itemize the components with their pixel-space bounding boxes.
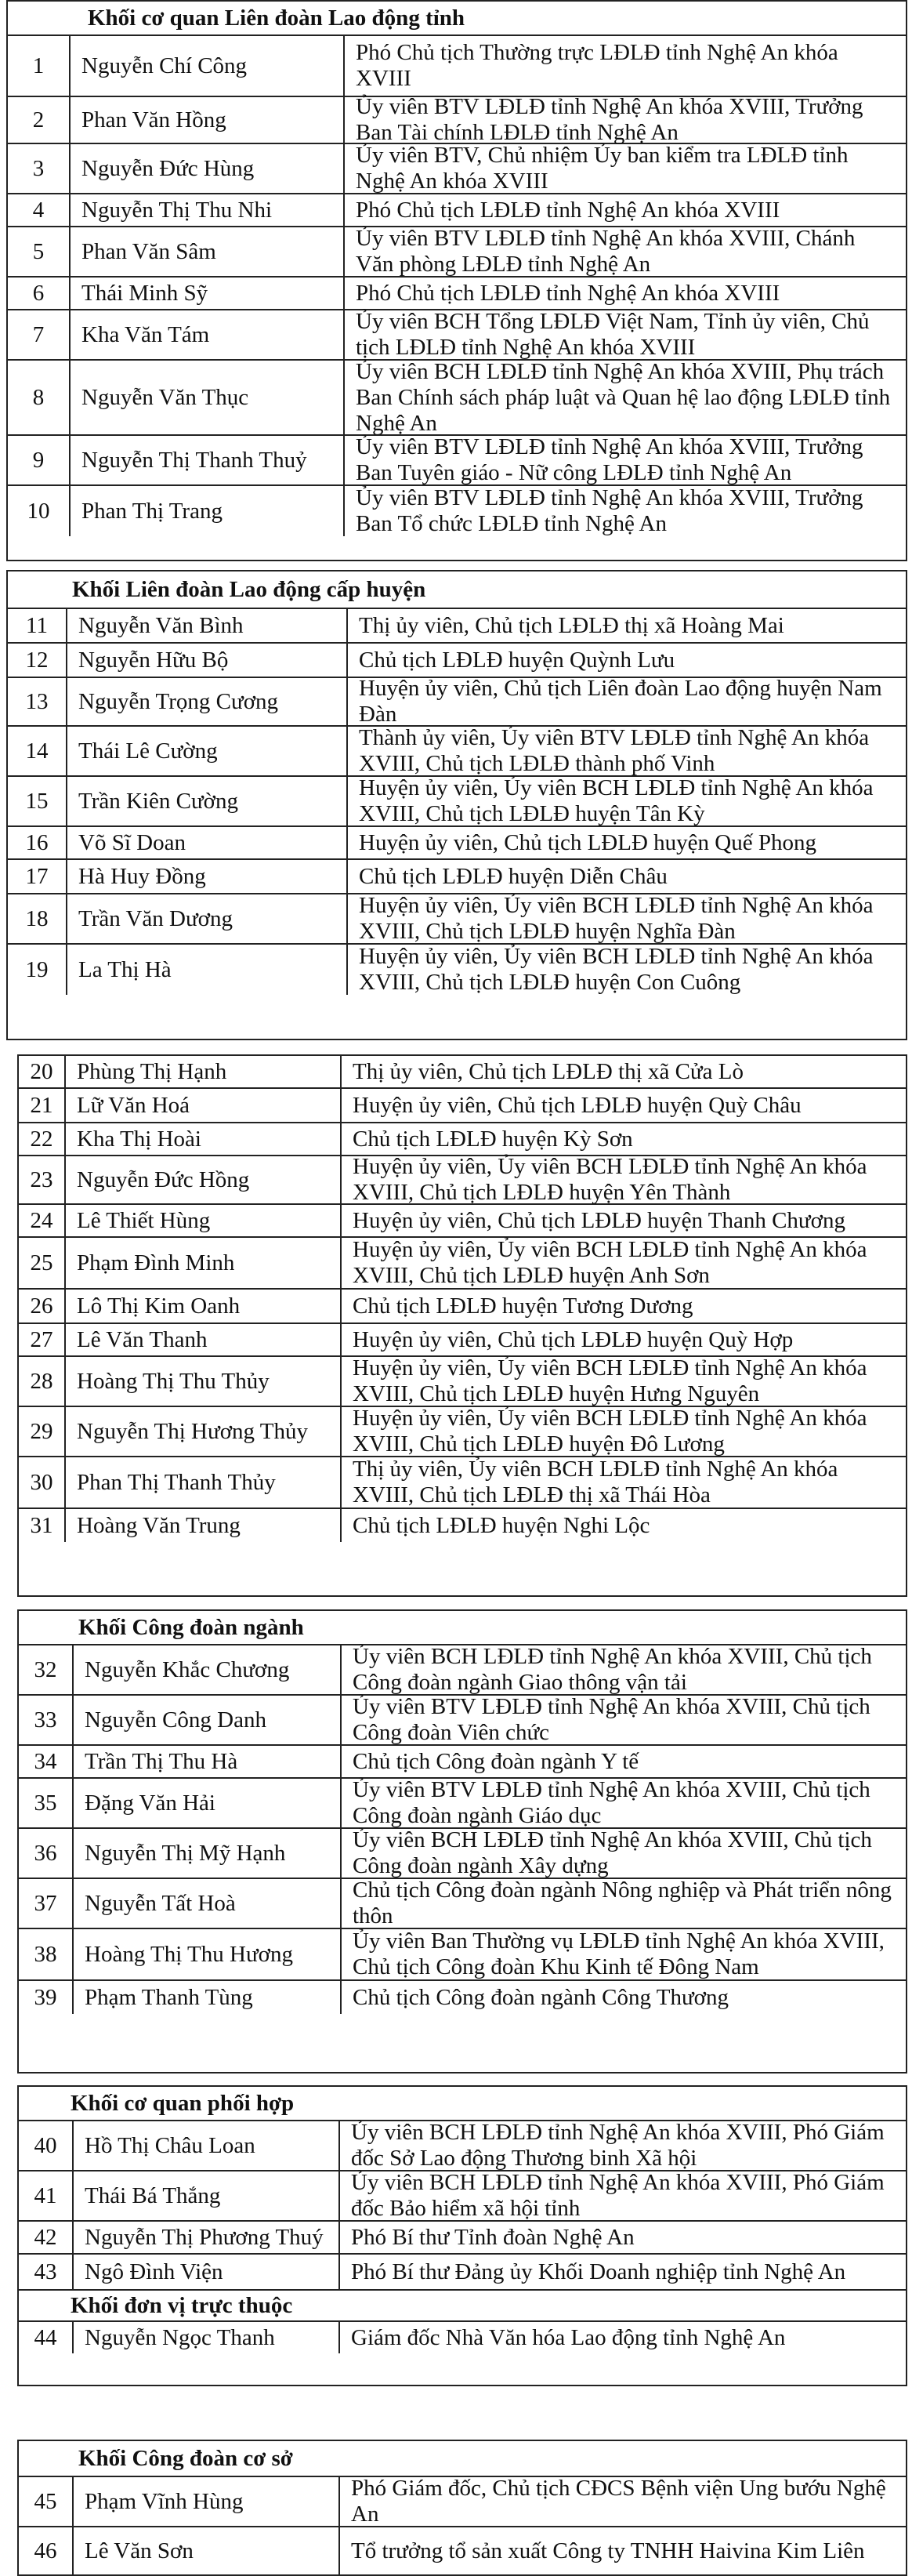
section-industry-unions: [17, 1609, 907, 2073]
row-number: 43: [19, 2255, 74, 2289]
row-number: 30: [19, 1457, 66, 1508]
member-name: Nguyễn Đức Hùng: [71, 144, 345, 193]
member-name: Nguyễn Ngọc Thanh: [74, 2322, 340, 2353]
member-name: Nguyễn Thị Thu Nhi: [71, 194, 345, 226]
table-row: [19, 2121, 906, 2171]
member-position: Ủy viên BTV LĐLĐ tỉnh Nghệ An khóa XVIII, Trưởng Ban Tuyên giáo - Nữ công LĐLĐ tỉnh Nghệ An: [356, 434, 863, 485]
table-row: [19, 1407, 906, 1457]
row-number: 35: [19, 1779, 74, 1827]
table-row: [19, 1357, 906, 1407]
member-position: Ủy viên BCH LĐLĐ tỉnh Nghệ An khóa XVIII, Chủ tịch Công đoàn ngành Giao thông vận tải: [353, 1644, 872, 1695]
row-number: 25: [19, 1238, 66, 1288]
member-position: Giám đốc Nhà Văn hóa Lao động tỉnh Nghệ An: [351, 2324, 786, 2350]
member-name: Phạm Thanh Tùng: [74, 1981, 342, 2014]
member-position: Ủy viên BTV LĐLĐ tỉnh Nghệ An khóa XVIII, Chủ tịch Công đoàn Viên chức: [353, 1694, 870, 1745]
table-row: [8, 945, 906, 995]
table-row: [8, 358, 906, 436]
rows: [19, 2477, 906, 2574]
member-name: Lê Văn Thanh: [66, 1324, 342, 1355]
member-position: Huyện ủy viên, Ủy viên BCH LĐLĐ tỉnh Nghệ An khóa XVIII, Chủ tịch LĐLĐ huyện Anh Sơn: [353, 1237, 867, 1288]
member-position: Phó Chủ tịch Thường trực LĐLĐ tỉnh Nghệ An khóa XVIII: [356, 40, 838, 91]
member-name: Thái Minh Sỹ: [71, 278, 345, 309]
table-row: [19, 1879, 906, 1929]
table-row: [19, 1324, 906, 1357]
row-number: 41: [19, 2171, 74, 2220]
member-name: Nguyễn Thị Hương Thủy: [66, 1407, 342, 1456]
rows: [8, 36, 906, 536]
row-number: 17: [8, 860, 67, 893]
member-position: Chủ tịch LĐLĐ huyện Tương Dương: [353, 1293, 693, 1319]
member-position: Phó Chủ tịch LĐLĐ tỉnh Nghệ An khóa XVIII: [356, 280, 780, 306]
member-position: Huyện ủy viên, Ủy viên BCH LĐLĐ tỉnh Nghệ An khóa XVIII, Chủ tịch LĐLĐ huyện Đô Lương: [353, 1406, 867, 1457]
member-position: Ủy viên BCH LĐLĐ tỉnh Nghệ An khóa XVIII, Chủ tịch Công đoàn ngành Xây dựng: [353, 1827, 872, 1878]
member-name: Võ Sĩ Doan: [67, 827, 348, 858]
row-number: 44: [19, 2322, 74, 2353]
section-title: Khối cơ quan Liên đoàn Lao động tỉnh: [8, 2, 906, 36]
row-number: 10: [8, 486, 71, 536]
section-grassroots-unions: [17, 2440, 907, 2576]
table-row: [19, 2171, 906, 2222]
member-position: Tổ trưởng tổ sản xuất Công ty TNHH Haivina Kim Liên: [351, 2538, 865, 2563]
table-row: [8, 827, 906, 860]
table-row: [19, 1238, 906, 1290]
row-number: 2: [8, 97, 71, 143]
table-row: [8, 678, 906, 727]
member-position: Huyện ủy viên, Chủ tịch LĐLĐ huyện Quế Phong: [359, 829, 816, 855]
member-position: Huyện ủy viên, Ủy viên BCH LĐLĐ tỉnh Nghệ An khóa XVIII, Chủ tịch LĐLĐ huyện Hưng Nguyên: [353, 1355, 867, 1406]
table-row: [8, 777, 906, 827]
row-number: 36: [19, 1829, 74, 1878]
table-row: [8, 486, 906, 536]
table-row: [8, 860, 906, 894]
member-name: Nguyễn Công Danh: [74, 1696, 342, 1744]
member-position: Ủy viên BCH Tổng LĐLĐ Việt Nam, Tỉnh ủy viên, Chủ tịch LĐLĐ tỉnh Nghệ An khóa XVIII: [356, 309, 870, 360]
member-name: Hoàng Thị Thu Thủy: [66, 1357, 342, 1406]
member-name: Nguyễn Thị Mỹ Hạnh: [74, 1829, 342, 1878]
table-row: [8, 894, 906, 945]
member-position: Ủy viên BTV, Chủ nhiệm Ủy ban kiểm tra LĐLĐ tỉnh Nghệ An khóa XVIII: [356, 143, 849, 194]
section-title: Khối cơ quan phối hợp: [19, 2087, 906, 2121]
member-position: Ủy viên BCH LĐLĐ tỉnh Nghệ An khóa XVIII, Phó Giám đốc Bảo hiểm xã hội tỉnh: [351, 2170, 885, 2221]
member-position: Chủ tịch LĐLĐ huyện Quỳnh Lưu: [359, 647, 675, 673]
row-number: 13: [8, 678, 67, 725]
member-position: Thị ủy viên, Chủ tịch LĐLĐ thị xã Cửa Lò: [353, 1058, 744, 1084]
member-position: Huyện ủy viên, Chủ tịch Liên đoàn Lao động huyện Nam Đàn: [359, 676, 882, 727]
member-position: Phó Bí thư Đảng ủy Khối Doanh nghiệp tỉnh Nghệ An: [351, 2259, 846, 2284]
row-number: 29: [19, 1407, 66, 1456]
table-row: [19, 1123, 906, 1156]
row-number: 20: [19, 1056, 66, 1087]
member-name: Hồ Thị Châu Loan: [74, 2121, 340, 2170]
row-number: 18: [8, 894, 67, 943]
member-name: Đặng Văn Hải: [74, 1779, 342, 1827]
member-position: Chủ tịch LĐLĐ huyện Kỳ Sơn: [353, 1126, 633, 1152]
table-row: [8, 644, 906, 678]
rows: [19, 2322, 906, 2353]
row-number: 15: [8, 777, 67, 825]
row-number: 11: [8, 609, 67, 642]
member-name: Phạm Đình Minh: [66, 1238, 342, 1288]
member-name: Lê Văn Sơn: [74, 2527, 340, 2574]
table-row: [8, 727, 906, 777]
member-position: Phó Chủ tịch LĐLĐ tỉnh Nghệ An khóa XVIII: [356, 197, 780, 223]
table-row: [19, 2255, 906, 2289]
subsection-title: Khối đơn vị trực thuộc: [19, 2289, 906, 2322]
member-name: Nguyễn Thị Phương Thuý: [74, 2222, 340, 2253]
section-district-unions-continued: [17, 1054, 907, 1597]
member-name: Hoàng Thị Thu Hương: [74, 1929, 342, 1979]
table-row: [19, 1746, 906, 1779]
rows: [8, 609, 906, 995]
table-row: [19, 2477, 906, 2527]
table-row: [19, 1205, 906, 1238]
table-row: [8, 144, 906, 194]
table-row: [19, 1696, 906, 1746]
member-position: Ủy viên Ban Thường vụ LĐLĐ tỉnh Nghệ An khóa XVIII, Chủ tịch Công đoàn Khu Kinh tế Đông Nam: [353, 1928, 885, 1979]
section-title: Khối Công đoàn ngành: [19, 1611, 906, 1645]
member-name: Phạm Vĩnh Hùng: [74, 2477, 340, 2526]
rows: [19, 1056, 906, 1542]
section-provincial-office: [6, 0, 907, 561]
member-name: Kha Thị Hoài: [66, 1123, 342, 1155]
member-position: Chủ tịch Công đoàn ngành Y tế: [353, 1748, 639, 1774]
member-name: Phùng Thị Hạnh: [66, 1056, 342, 1087]
row-number: 6: [8, 278, 71, 309]
member-name: Thái Lê Cường: [67, 727, 348, 775]
member-position: Phó Giám đốc, Chủ tịch CĐCS Bệnh viện Ung bướu Nghệ An: [351, 2476, 886, 2527]
member-position: Ủy viên BCH LĐLĐ tỉnh Nghệ An khóa XVIII, Phó Giám đốc Sở Lao động Thương binh Xã hội: [351, 2120, 885, 2171]
table-row: [8, 94, 906, 145]
member-name: Phan Thị Thanh Thủy: [66, 1457, 342, 1508]
row-number: 46: [19, 2527, 74, 2574]
table-row: [8, 436, 906, 486]
row-number: 28: [19, 1357, 66, 1406]
member-position: Huyện ủy viên, Chủ tịch LĐLĐ huyện Quỳ Châu: [353, 1092, 802, 1118]
member-name: Phan Thị Trang: [71, 486, 345, 536]
member-name: Nguyễn Đức Hồng: [66, 1156, 342, 1203]
table-row: [19, 1056, 906, 1089]
table-row: [19, 1829, 906, 1879]
member-name: Trần Văn Dương: [67, 894, 348, 943]
row-number: 1: [8, 36, 71, 96]
member-position: Ủy viên BTV LĐLĐ tỉnh Nghệ An khóa XVIII, Trưởng Ban Tài chính LĐLĐ tỉnh Nghệ An: [356, 94, 863, 145]
member-position: Thị ủy viên, Ủy viên BCH LĐLĐ tỉnh Nghệ An khóa XVIII, Chủ tịch LĐLĐ thị xã Thái Hòa: [353, 1457, 838, 1508]
table-row: [8, 227, 906, 278]
row-number: 16: [8, 827, 67, 858]
table-row: [19, 2222, 906, 2255]
member-name: Nguyễn Khắc Chương: [74, 1645, 342, 1694]
member-name: Nguyễn Tất Hoà: [74, 1879, 342, 1928]
member-name: Trần Thị Thu Hà: [74, 1746, 342, 1777]
table-row: [19, 1089, 906, 1123]
table-row: [19, 1290, 906, 1324]
table-row: [19, 2527, 906, 2574]
row-number: 9: [8, 436, 71, 484]
member-name: Lê Thiết Hùng: [66, 1205, 342, 1236]
row-number: 21: [19, 1089, 66, 1122]
table-row: [8, 609, 906, 644]
row-number: 5: [8, 227, 71, 276]
table-row: [19, 1457, 906, 1509]
rows: [19, 1645, 906, 2014]
member-position: Chủ tịch Công đoàn ngành Công Thương: [353, 1984, 729, 2010]
member-name: Nguyễn Hữu Bộ: [67, 644, 348, 677]
row-number: 3: [8, 144, 71, 193]
section-district-unions: [6, 570, 907, 1040]
member-name: Lô Thị Kim Oanh: [66, 1290, 342, 1322]
member-name: Hà Huy Đồng: [67, 860, 348, 893]
member-position: Huyện ủy viên, Chủ tịch LĐLĐ huyện Quỳ Hợp: [353, 1326, 794, 1352]
member-name: Nguyễn Trọng Cương: [67, 678, 348, 725]
table-row: [19, 1645, 906, 1696]
row-number: 31: [19, 1509, 66, 1542]
row-number: 27: [19, 1324, 66, 1355]
table-row: [19, 1929, 906, 1981]
table-row: [19, 1981, 906, 2014]
rows: [19, 2121, 906, 2289]
row-number: 45: [19, 2477, 74, 2526]
member-name: Ngô Đình Viện: [74, 2255, 340, 2289]
member-position: Ủy viên BCH LĐLĐ tỉnh Nghệ An khóa XVIII, Phụ trách Ban Chính sách pháp luật và Quan hệ lao động LĐLĐ tỉnh Nghệ An: [356, 358, 891, 436]
member-position: Thành ủy viên, Ủy viên BTV LĐLĐ tỉnh Nghệ An khóa XVIII, Chủ tịch LĐLĐ thành phố Vinh: [359, 725, 870, 776]
member-position: Huyện ủy viên, Ủy viên BCH LĐLĐ tỉnh Nghệ An khóa XVIII, Chủ tịch LĐLĐ huyện Tân Kỳ: [359, 775, 874, 826]
row-number: 22: [19, 1123, 66, 1155]
member-name: Kha Văn Tám: [71, 310, 345, 359]
member-name: Nguyễn Văn Bình: [67, 609, 348, 642]
member-position: Chủ tịch LĐLĐ huyện Diễn Châu: [359, 863, 668, 889]
section-title: Khối Công đoàn cơ sở: [19, 2441, 906, 2477]
member-name: Thái Bá Thắng: [74, 2171, 340, 2220]
row-number: 4: [8, 194, 71, 226]
section-coordinating-agencies: [17, 2085, 907, 2386]
row-number: 33: [19, 1696, 74, 1744]
member-name: Phan Văn Sâm: [71, 227, 345, 276]
table-row: [8, 194, 906, 227]
member-position: Chủ tịch Công đoàn ngành Nông nghiệp và Phát triển nông thôn: [353, 1878, 892, 1928]
member-name: La Thị Hà: [67, 945, 348, 995]
row-number: 23: [19, 1156, 66, 1203]
table-row: [19, 1509, 906, 1542]
table-row: [19, 2322, 906, 2353]
row-number: 19: [8, 945, 67, 995]
row-number: 32: [19, 1645, 74, 1694]
member-name: Hoàng Văn Trung: [66, 1509, 342, 1542]
member-position: Phó Bí thư Tỉnh đoàn Nghệ An: [351, 2224, 635, 2250]
member-name: Trần Kiên Cường: [67, 777, 348, 825]
table-row: [19, 1779, 906, 1829]
row-number: 12: [8, 644, 67, 677]
member-position: Huyện ủy viên, Ủy viên BCH LĐLĐ tỉnh Nghệ An khóa XVIII, Chủ tịch LĐLĐ huyện Con Cuông: [359, 944, 874, 995]
row-number: 26: [19, 1290, 66, 1322]
member-position: Thị ủy viên, Chủ tịch LĐLĐ thị xã Hoàng Mai: [359, 612, 784, 638]
member-name: Nguyễn Văn Thục: [71, 361, 345, 434]
member-name: Phan Văn Hồng: [71, 97, 345, 143]
member-name: Nguyễn Chí Công: [71, 36, 345, 96]
row-number: 42: [19, 2222, 74, 2253]
member-position: Ủy viên BTV LĐLĐ tỉnh Nghệ An khóa XVIII, Trưởng Ban Tổ chức LĐLĐ tỉnh Nghệ An: [356, 485, 863, 536]
member-position: Huyện ủy viên, Chủ tịch LĐLĐ huyện Thanh Chương: [353, 1207, 845, 1233]
row-number: 34: [19, 1746, 74, 1777]
row-number: 38: [19, 1929, 74, 1979]
row-number: 14: [8, 727, 67, 775]
member-name: Lữ Văn Hoá: [66, 1089, 342, 1122]
row-number: 39: [19, 1981, 74, 2014]
member-position: Chủ tịch LĐLĐ huyện Nghi Lộc: [353, 1512, 650, 1538]
member-position: Ủy viên BTV LĐLĐ tỉnh Nghệ An khóa XVIII, Chủ tịch Công đoàn ngành Giáo dục: [353, 1777, 870, 1828]
table-row: [8, 310, 906, 361]
row-number: 37: [19, 1879, 74, 1928]
row-number: 8: [8, 361, 71, 434]
table-row: [19, 1156, 906, 1205]
row-number: 7: [8, 310, 71, 359]
member-position: Ủy viên BTV LĐLĐ tỉnh Nghệ An khóa XVIII, Chánh Văn phòng LĐLĐ tỉnh Nghệ An: [356, 226, 856, 277]
row-number: 40: [19, 2121, 74, 2170]
section-title: Khối Liên đoàn Lao động cấp huyện: [8, 571, 906, 609]
member-name: Nguyễn Thị Thanh Thuỷ: [71, 436, 345, 484]
row-number: 24: [19, 1205, 66, 1236]
member-position: Huyện ủy viên, Ủy viên BCH LĐLĐ tỉnh Nghệ An khóa XVIII, Chủ tịch LĐLĐ huyện Yên Thành: [353, 1154, 867, 1205]
member-position: Huyện ủy viên, Ủy viên BCH LĐLĐ tỉnh Nghệ An khóa XVIII, Chủ tịch LĐLĐ huyện Nghĩa Đàn: [359, 893, 874, 944]
table-row: [8, 278, 906, 310]
table-row: [8, 36, 906, 97]
